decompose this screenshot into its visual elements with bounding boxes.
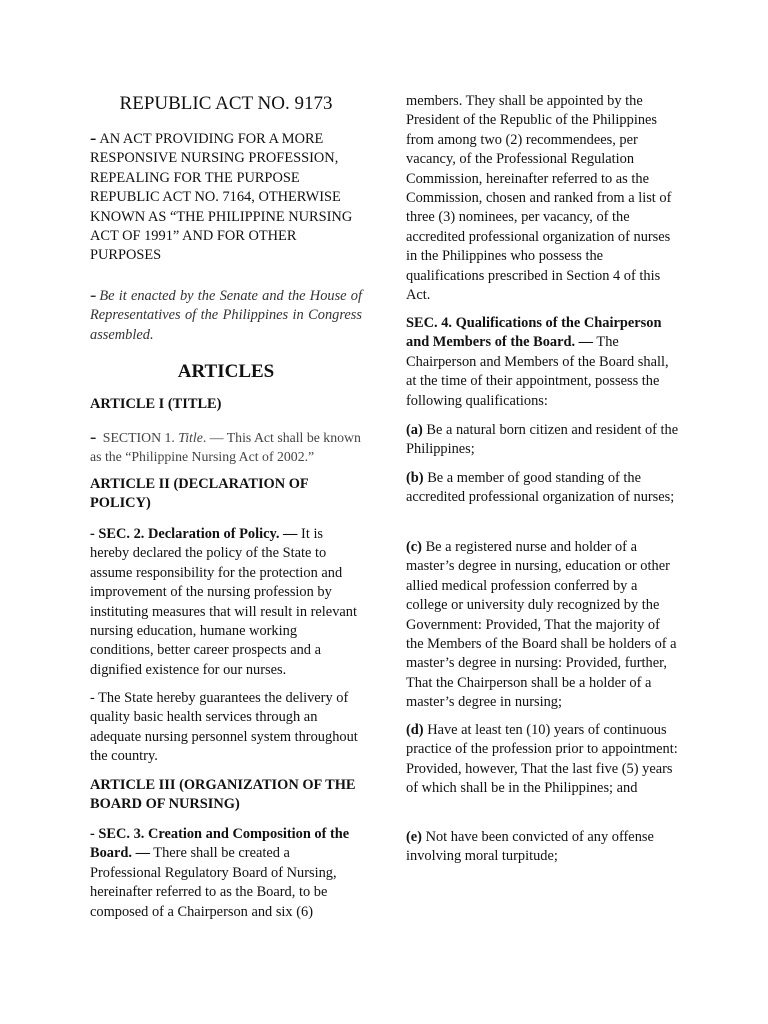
bullet-dash: - bbox=[90, 285, 97, 306]
section-4-label: SEC. 4. Qualifications of the Chairperson and Members of the Board. — bbox=[406, 315, 662, 351]
qualification-item-a bbox=[406, 421, 680, 460]
act-description-text: AN ACT PROVIDING FOR A MORE RESPONSIVE NURSING PROFESSION, REPEALING FOR THE PURPOSE REPUBLIC ACT NO. 7164, OTHERWISE KNOWN AS “THE PHILIPPINE NURSING ACT OF 1991” AND FOR OTHER PURPOSES bbox=[90, 131, 353, 264]
qualification-item-d bbox=[406, 721, 680, 799]
section-3-label: - SEC. 3. Creation and Composition of the Board. — bbox=[90, 826, 350, 862]
item-label: (d) bbox=[406, 722, 424, 738]
bullet-dash: - bbox=[90, 128, 97, 149]
section-3-continued: members. They shall be appointed by the President of the Republic of the Philippines from among two (2) recommendees, per vacancy, of the Professional Regulation Commission, hereinafter referred to as the Commission, chosen and ranked from a list of three (3) nominees, per vacancy, of the accredited professional organization of nurses in the Philippines who possess the qualifications prescribed in Section 4 of this Act. bbox=[406, 93, 672, 304]
act-description bbox=[90, 129, 362, 266]
item-label: (c) bbox=[406, 539, 422, 555]
section-1 bbox=[90, 428, 362, 466]
section-3-text: There shall be created a Professional Regulatory Board of Nursing, hereinafter referred to as the Board, to be composed of a Chairperson and six (6) bbox=[90, 845, 337, 920]
item-label: (b) bbox=[406, 470, 424, 486]
section-1-label: SECTION 1. bbox=[102, 430, 175, 445]
item-label: (a) bbox=[406, 422, 423, 438]
item-label: (e) bbox=[406, 829, 422, 845]
document-title: REPUBLIC ACT NO. 9173 bbox=[119, 93, 333, 114]
section-1-text: . — This Act shall be known as the “Philippine Nursing Act of 2002.” bbox=[90, 430, 361, 464]
section-1-title: Title bbox=[178, 430, 203, 445]
article-1-heading: ARTICLE I (TITLE) bbox=[90, 396, 222, 412]
item-text: Have at least ten (10) years of continuous practice of the profession prior to appointment: Provided, however, That the last five (5) years of which shall be in the Philippines; and bbox=[406, 722, 678, 797]
section-4-text: The Chairperson and Members of the Board shall, at the time of their appointment, possess the following qualifications: bbox=[406, 334, 669, 409]
item-text: Not have been convicted of any offense involving moral turpitude; bbox=[406, 829, 654, 865]
bullet-dash: - bbox=[90, 427, 97, 448]
section-2 bbox=[90, 525, 362, 680]
item-text: Be a registered nurse and holder of a master’s degree in nursing, education or other allied medical profession conferred by a college or university duly recognized by the Government: Provided, That the majority of the Members of the Board shall be holders of a master’s degree in nursing: Provided, further, That the Chairperson shall be a holder of a master’s degree in nursing; bbox=[406, 539, 677, 711]
section-2-label: - SEC. 2. Declaration of Policy. — bbox=[90, 526, 298, 542]
section-3 bbox=[90, 825, 362, 922]
articles-heading: ARTICLES bbox=[177, 361, 275, 382]
article-3-heading: ARTICLE III (ORGANIZATION OF THE BOARD OF NURSING) bbox=[90, 777, 356, 813]
item-text: Be a member of good standing of the accredited professional organization of nurses; bbox=[406, 470, 675, 506]
enacting-clause bbox=[90, 286, 362, 345]
enacting-clause-text: Be it enacted by the Senate and the House of Representatives of the Philippines in Congress assembled. bbox=[90, 288, 362, 343]
item-text: Be a natural born citizen and resident of the Philippines; bbox=[406, 422, 679, 458]
qualification-item-e bbox=[406, 828, 680, 867]
section-2-paragraph-2: - The State hereby guarantees the delivery of quality basic health services through an adequate nursing personnel system throughout the country. bbox=[90, 690, 358, 765]
section-4 bbox=[406, 314, 680, 411]
section-2-text: It is hereby declared the policy of the State to assume responsibility for the protection and improvement of the nursing profession by instituting measures that will result in relevant nursing education, humane working conditions, better career prospects and a dignified existence for our nurses. bbox=[90, 526, 357, 678]
qualification-item-b bbox=[406, 469, 680, 508]
qualification-item-c bbox=[406, 538, 680, 713]
article-2-heading: ARTICLE II (DECLARATION OF POLICY) bbox=[90, 476, 309, 512]
